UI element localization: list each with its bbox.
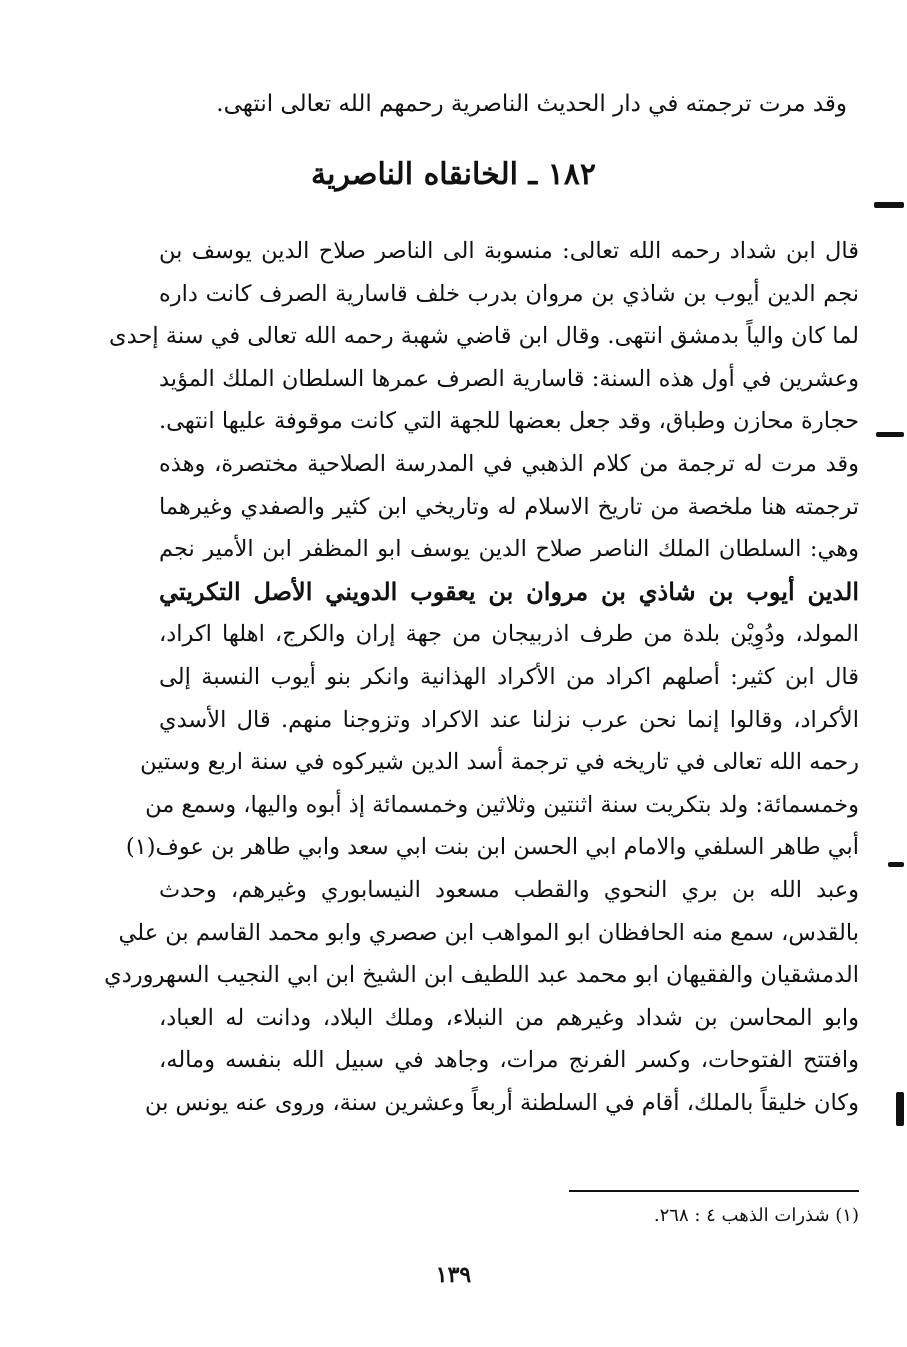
body-line: ترجمته هنا ملخصة من تاريخ الاسلام له وتاريخي ابن كثير والصفدي وغيرهما: [159, 493, 859, 520]
margin-mark: [888, 862, 904, 867]
body-line: قال ابن كثير: أصلهم اكراد من الأكراد الهذانية وانكر بنو أيوب النسبة إلى: [159, 663, 859, 690]
body-line: حجارة محازن وطباق، وقد جعل بعضها للجهة التي كانت موقوفة عليها انتهى.: [159, 408, 859, 435]
body-line: وقد مرت له ترجمة من كلام الذهبي في المدرسة الصلاحية مختصرة، وهذه: [159, 450, 859, 477]
body-line: وعبد الله بن بري النحوي والقطب مسعود النيسابوري وغيرهم، وحدث: [159, 876, 859, 903]
body-line: قال ابن شداد رحمه الله تعالى: منسوبة الى الناصر صلاح الدين يوسف بن: [159, 238, 859, 264]
body-line: نجم الدين أيوب بن شاذي بن مروان بدرب خلف قاسارية الصرف كانت داره: [159, 280, 859, 307]
body-line: وعشرين في أول هذه السنة: قاسارية الصرف عمرها السلطان الملك المؤيد: [159, 365, 859, 392]
body-line: الأكراد، وقالوا إنما نحن عرب نزلنا عند الاكراد وتزوجنا منهم. قال الأسدي: [159, 706, 859, 733]
margin-mark: [876, 432, 904, 437]
body-line: وخمسمائة: ولد بتكريت سنة اثنتين وثلاثين وخمسمائة إذ أبوه واليها، وسمع من: [145, 791, 859, 818]
body-line: وافتتح الفتوحات، وكسر الفرنج مرات، وجاهد في سبيل الله بنفسه وماله،: [159, 1047, 859, 1074]
body-line: وهي: السلطان الملك الناصر صلاح الدين يوسف ابو المظفر ابن الأمير نجم: [159, 536, 859, 563]
body-line: لما كان والياً بدمشق انتهى. وقال ابن قاضي شهبة رحمه الله تعالى في سنة إحدى: [109, 323, 859, 350]
margin-mark: [874, 202, 904, 208]
body-line-bold: الدين أيوب بن شاذي بن مروان بن يعقوب الدويني الأصل التكريتي: [159, 576, 859, 606]
margin-mark: [896, 1092, 904, 1126]
footnote-separator: [569, 1190, 859, 1192]
page-number: ١٣٩: [435, 1262, 472, 1288]
body-line: أبي طاهر السلفي والامام ابي الحسن ابن بنت ابي سعد وابي طاهر بن عوف(١): [125, 834, 859, 861]
footnote: (١) شذرات الذهب ٤ : ٢٦٨.: [653, 1205, 859, 1226]
body-line: رحمه الله تعالى في تاريخه في ترجمة أسد الدين شيركوه في سنة اربع وستين: [140, 749, 859, 776]
body-line: الدمشقيان والفقيهان ابو محمد عبد اللطيف ابن الشيخ ابن ابي النجيب السهروردي: [104, 962, 859, 989]
body-line: بالقدس، سمع منه الحافظان ابو المواهب ابن صصري وابو محمد القاسم بن علي: [118, 919, 859, 946]
body-line: وكان خليقاً بالملك، أقام في السلطنة أربعاً وعشرين سنة، وروى عنه يونس بن: [145, 1089, 859, 1116]
section-heading: ١٨٢ ـ الخانقاه الناصرية: [311, 157, 596, 192]
body-line: وابو المحاسن بن شداد وغيرهم من النبلاء، وملك البلاد، ودانت له العباد،: [159, 1004, 859, 1031]
body-line: المولد، ودُوِيْن بلدة من طرف اذربيجان من جهة إران والكرج، اهلها اكراد،: [159, 621, 859, 648]
intro-line: وقد مرت ترجمته في دار الحديث الناصرية رحمهم الله تعالى انتهى.: [216, 91, 847, 117]
body-text: [104, 230, 859, 1124]
